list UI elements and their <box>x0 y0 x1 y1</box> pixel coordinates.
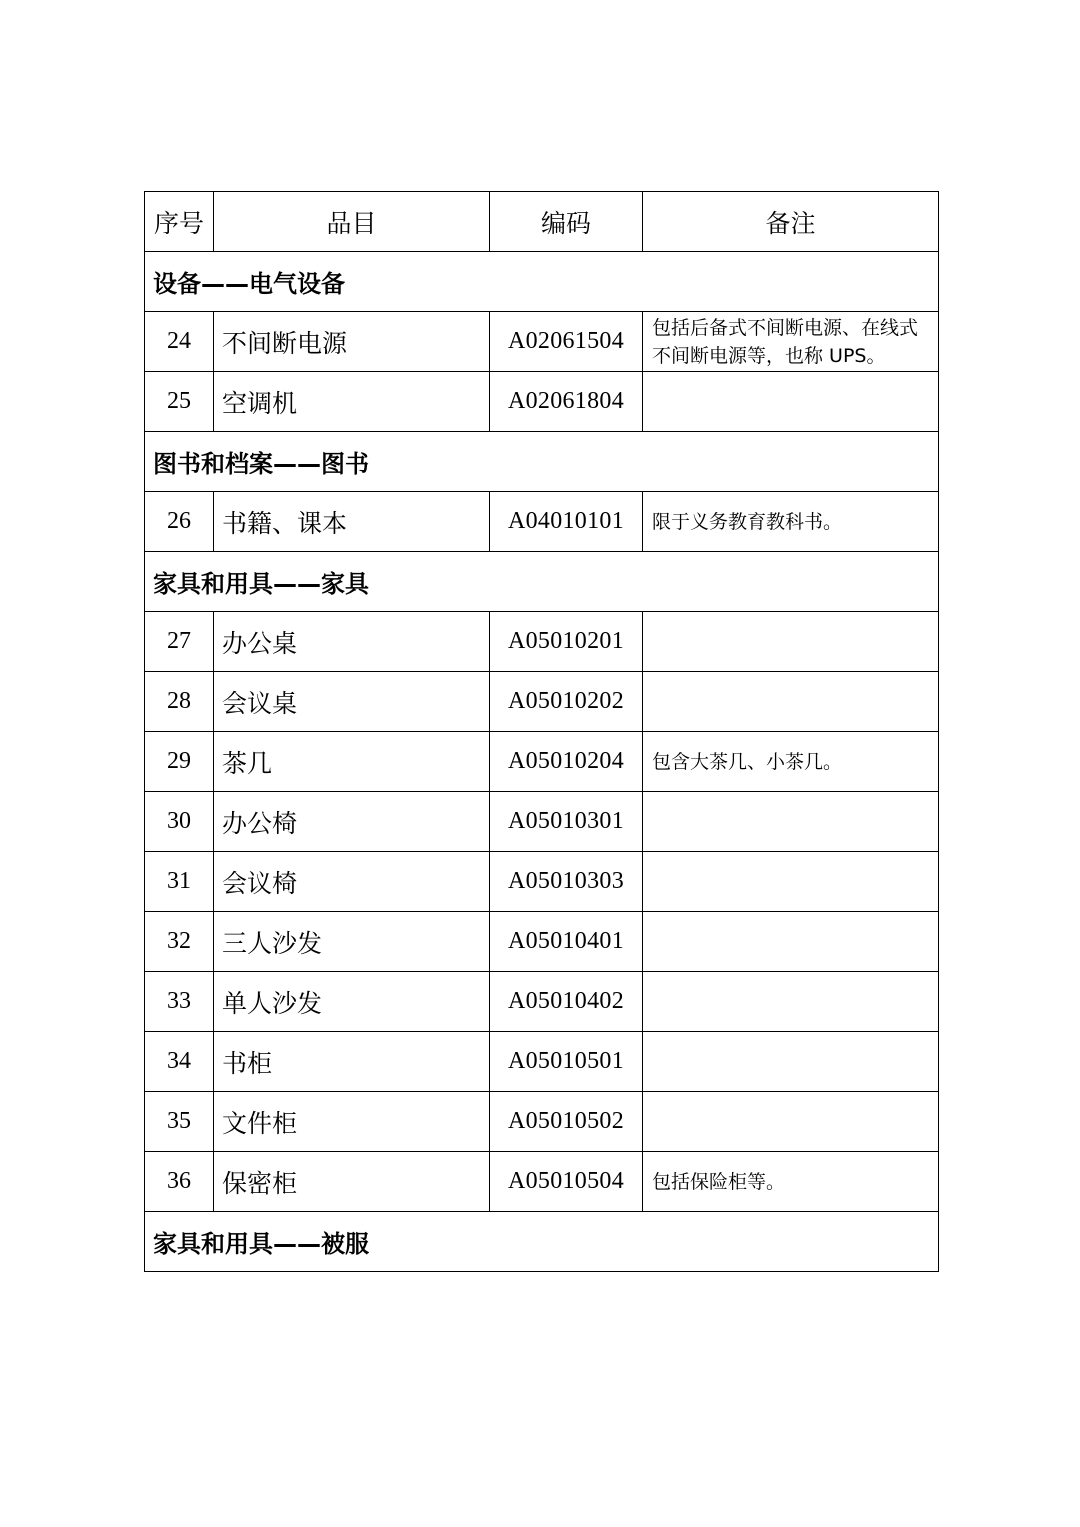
row-note <box>643 372 939 432</box>
row-item: 不间断电源 <box>214 312 490 372</box>
row-code: A02061504 <box>490 312 643 372</box>
row-item: 会议椅 <box>214 852 490 912</box>
header-note: 备注 <box>643 192 939 252</box>
row-seq: 28 <box>145 672 214 732</box>
row-seq: 31 <box>145 852 214 912</box>
row-seq: 30 <box>145 792 214 852</box>
table-row <box>145 312 939 372</box>
row-note: 包括后备式不间断电源、在线式不间断电源等，也称 UPS。 <box>643 312 939 372</box>
row-note <box>643 852 939 912</box>
section-heading: 家具和用具——被服 <box>145 1212 939 1272</box>
header-row <box>145 192 939 252</box>
row-code: A04010101 <box>490 492 643 552</box>
row-seq: 24 <box>145 312 214 372</box>
row-item: 文件柜 <box>214 1092 490 1152</box>
section-heading: 家具和用具——家具 <box>145 552 939 612</box>
row-code: A05010201 <box>490 612 643 672</box>
row-code: A05010504 <box>490 1152 643 1212</box>
row-note <box>643 1032 939 1092</box>
row-item: 保密柜 <box>214 1152 490 1212</box>
row-seq: 29 <box>145 732 214 792</box>
row-note <box>643 792 939 852</box>
row-item: 会议桌 <box>214 672 490 732</box>
row-code: A05010303 <box>490 852 643 912</box>
row-seq: 25 <box>145 372 214 432</box>
row-seq: 35 <box>145 1092 214 1152</box>
table-row <box>145 1152 939 1212</box>
table-row <box>145 492 939 552</box>
row-note <box>643 912 939 972</box>
row-code: A05010301 <box>490 792 643 852</box>
section-row <box>145 252 939 312</box>
row-note <box>643 612 939 672</box>
row-seq: 26 <box>145 492 214 552</box>
table-row <box>145 1092 939 1152</box>
row-note <box>643 672 939 732</box>
header-seq: 序号 <box>145 192 214 252</box>
row-item: 办公桌 <box>214 612 490 672</box>
row-seq: 27 <box>145 612 214 672</box>
row-seq: 36 <box>145 1152 214 1212</box>
row-item: 书柜 <box>214 1032 490 1092</box>
table-row <box>145 792 939 852</box>
section-row <box>145 432 939 492</box>
procurement-catalog-table <box>144 191 939 1272</box>
row-item: 茶几 <box>214 732 490 792</box>
table-row <box>145 612 939 672</box>
section-heading: 设备——电气设备 <box>145 252 939 312</box>
table-row <box>145 672 939 732</box>
table-row <box>145 1032 939 1092</box>
section-heading: 图书和档案——图书 <box>145 432 939 492</box>
table-row <box>145 972 939 1032</box>
row-note <box>643 1092 939 1152</box>
table-row <box>145 372 939 432</box>
header-item: 品目 <box>214 192 490 252</box>
row-code: A02061804 <box>490 372 643 432</box>
row-seq: 33 <box>145 972 214 1032</box>
section-row <box>145 1212 939 1272</box>
header-code: 编码 <box>490 192 643 252</box>
row-code: A05010401 <box>490 912 643 972</box>
row-note: 包含大茶几、小茶几。 <box>643 732 939 792</box>
row-code: A05010202 <box>490 672 643 732</box>
row-code: A05010402 <box>490 972 643 1032</box>
row-item: 办公椅 <box>214 792 490 852</box>
row-code: A05010502 <box>490 1092 643 1152</box>
row-item: 三人沙发 <box>214 912 490 972</box>
table-row <box>145 912 939 972</box>
row-item: 空调机 <box>214 372 490 432</box>
row-note: 限于义务教育教科书。 <box>643 492 939 552</box>
section-row <box>145 552 939 612</box>
row-seq: 34 <box>145 1032 214 1092</box>
row-code: A05010204 <box>490 732 643 792</box>
table-row <box>145 732 939 792</box>
row-note <box>643 972 939 1032</box>
row-item: 单人沙发 <box>214 972 490 1032</box>
row-item: 书籍、课本 <box>214 492 490 552</box>
row-code: A05010501 <box>490 1032 643 1092</box>
table-row <box>145 852 939 912</box>
row-note: 包括保险柜等。 <box>643 1152 939 1212</box>
row-seq: 32 <box>145 912 214 972</box>
